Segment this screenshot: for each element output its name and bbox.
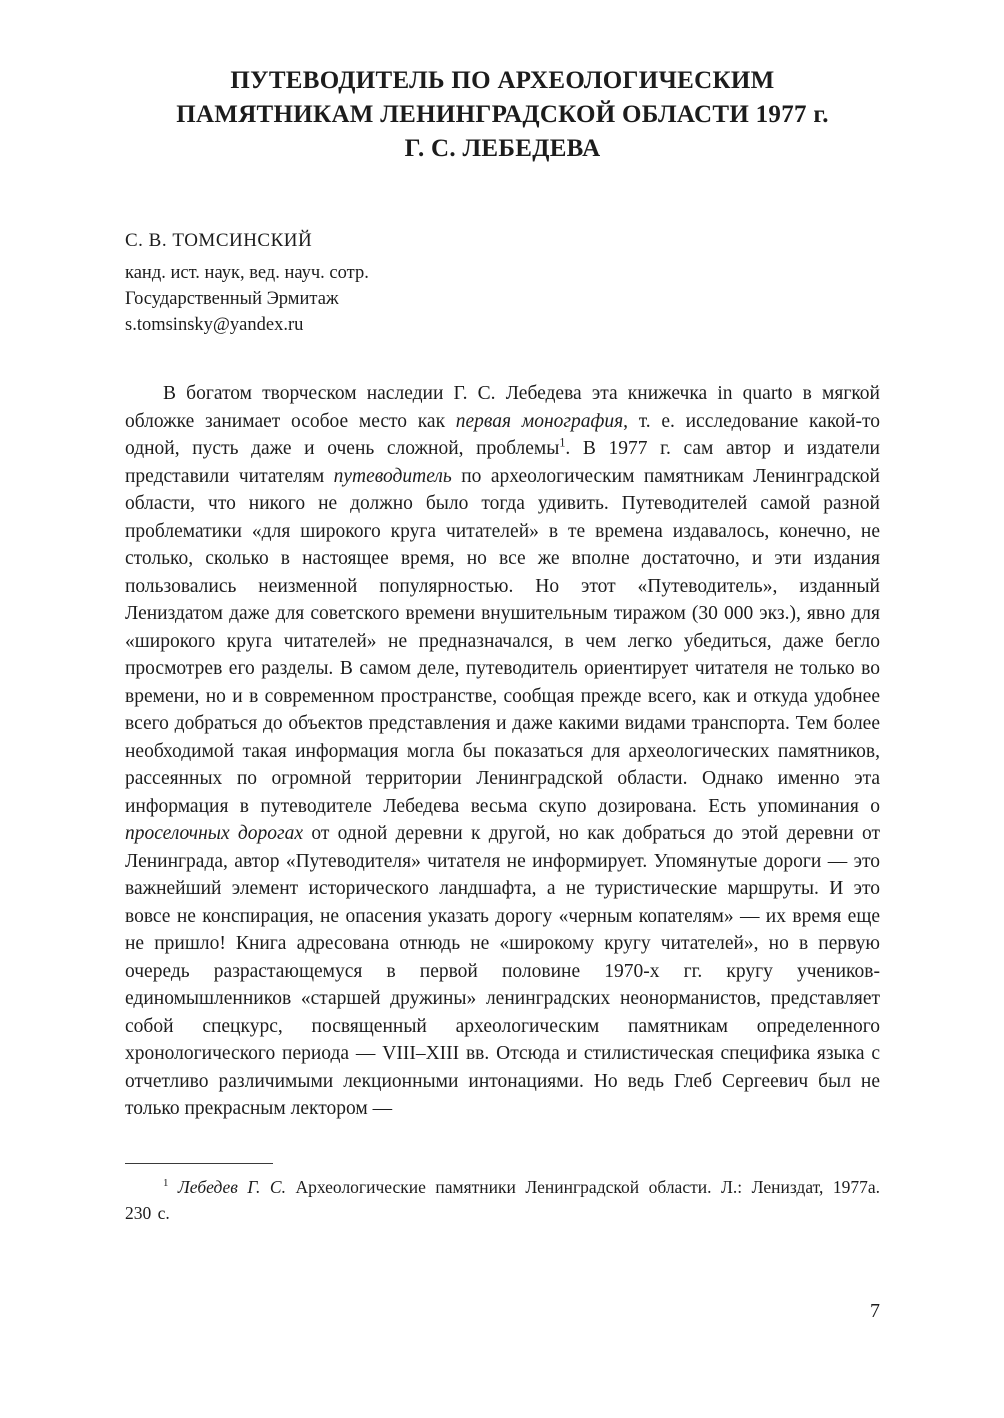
- author-email: s.tomsinsky@yandex.ru: [125, 315, 304, 335]
- author-position: канд. ист. наук, вед. науч. сотр.: [125, 263, 369, 283]
- footnote-text: $^1$ Лебедев Г. С. Археологические памятники Ленинградской области. Л.: Лениздат, 1977а. 230 с.: [125, 1176, 880, 1223]
- article-title: [125, 64, 880, 166]
- author-block: [125, 228, 880, 338]
- title-line-2: ПАМЯТНИКАМ ЛЕНИНГРАДСКОЙ ОБЛАСТИ 1977 г.: [176, 101, 829, 128]
- author-name: С. В. ТОМСИНСКИЙ: [125, 230, 313, 251]
- body-paragraph: В богатом творческом наследии Г. С. Лебедева эта книжечка in quarto в мягкой обложке занимает особое место как первая монография, т. е. исследование какой-то одной, пусть даже и очень сложной, проблемы$^1$. В 1977 г. сам автор и издатели представили читателям путеводитель по археологическим памятникам Ленинградской области, что никого не должно было тогда удивить. Путеводителей самой разной проблематики «для широкого круга читателей» в те времена издавалось, конечно, не столько, сколько в настоящее время, но все же вполне достаточно, и эти издания пользовались неизменной популярностью. Но этот «Путеводитель», изданный Лениздатом даже для советского времени внушительным тиражом (30 000 экз.), явно для «широкого круга читателей» не предназначался, в чем легко убедиться, даже бегло просмотрев его разделы. В самом деле, путеводитель ориентирует читателя не только во времени, но и в современном пространстве, сообщая прежде всего, как и откуда удобнее всего добраться до объектов представления и даже какими видами транспорта. Тем более необходимой такая информация могла бы показаться для археологических памятников, рассеянных по огромной территории Ленинградской области. Однако именно эта информация в путеводителе Лебедева весьма скупо дозирована. Есть упоминания о проселочных дорогах от одной деревни к другой, но как добраться до этой деревни от Ленинграда, автор «Путеводителя» читателя не информирует. Упомянутые дороги — это важнейший элемент исторического ландшафта, а не туристические маршруты. И это вовсе не конспирация, не опасения указать дорогу «черным копателям» — их время еще не пришло! Книга адресована отнюдь не «широкому кругу читателей», но в первую очередь разрастающемуся в первой половине 1970-х гг. кругу учеников-единомышленников «старшей дружины» ленинградских неонорманистов, представляет собой спецкурс, посвященный археологическим памятникам определенного хронологического периода — VIII–XIII вв. Отсюда и стилистическая специфика языка с отчетливо различимыми лекционными интонациями. Но ведь Глеб Сергеевич был не только прекрасным лектором —: [125, 383, 880, 1119]
- author-affiliation: Государственный Эрмитаж: [125, 289, 339, 309]
- title-line-1: ПУТЕВОДИТЕЛЬ ПО АРХЕОЛОГИЧЕСКИМ: [230, 67, 775, 94]
- title-line-3: Г. С. ЛЕБЕДЕВА: [404, 135, 601, 162]
- footnote-separator: [125, 1163, 273, 1164]
- footnote-block: [125, 1163, 880, 1226]
- page-number: 7: [870, 1300, 880, 1322]
